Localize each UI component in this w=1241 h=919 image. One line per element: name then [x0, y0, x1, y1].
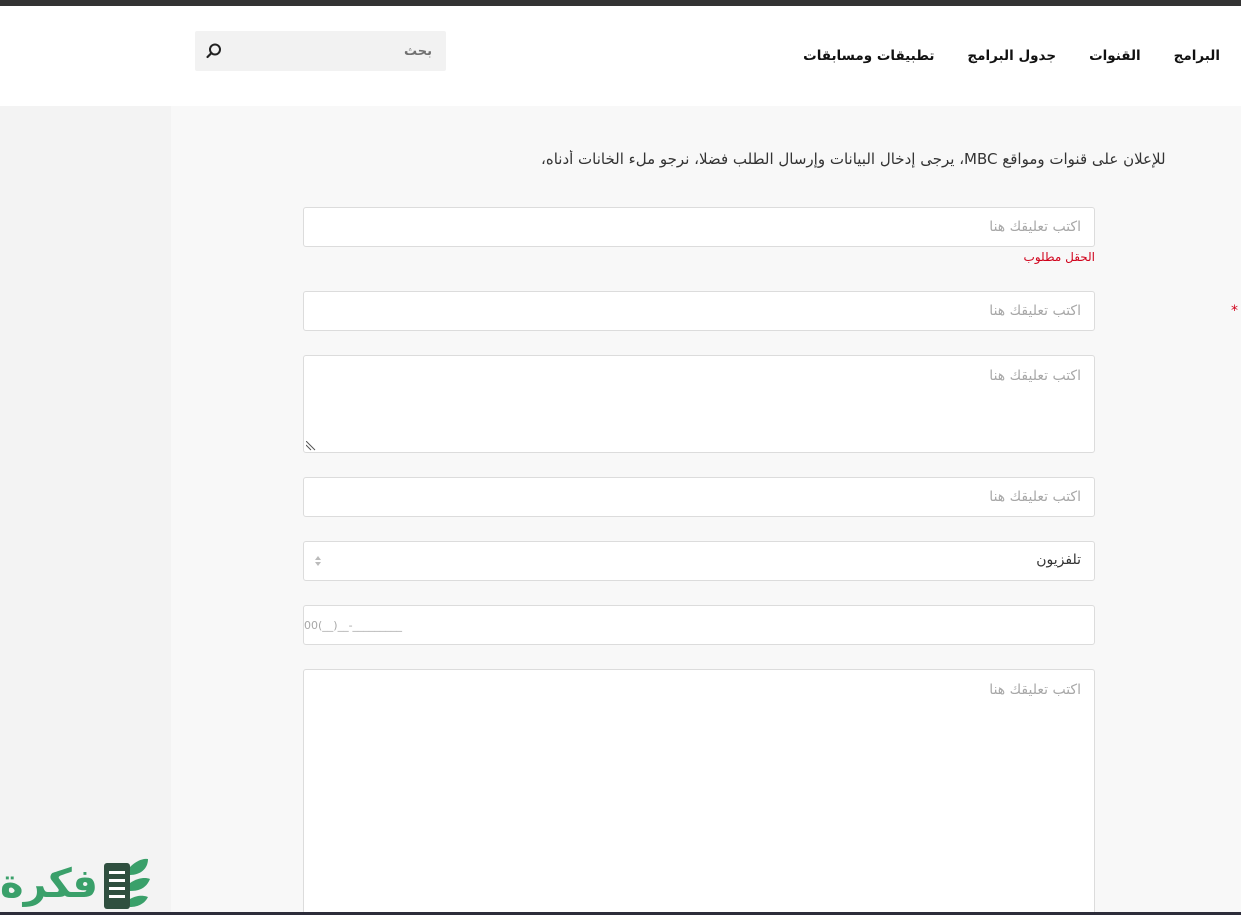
book-leaf-icon [100, 853, 152, 915]
select-arrows-icon [314, 554, 322, 568]
form-field-5 [303, 669, 1095, 915]
nav-item-schedule[interactable]: جدول البرامج [967, 48, 1057, 64]
phone-input[interactable] [304, 606, 1094, 644]
comment-input-2[interactable] [304, 292, 1094, 330]
resize-grip-icon[interactable] [306, 441, 316, 451]
comment-textarea-1[interactable] [304, 356, 1094, 452]
form-field-3 [303, 355, 1095, 453]
required-marker: * [1231, 303, 1238, 319]
nav-item-programs[interactable]: البرامج [1173, 48, 1220, 64]
intro-text: للإعلان على قنوات ومواقع MBC، يرجى إدخال البيانات وإرسال الطلب فضلا، نرجو ملء الخانات أدناه، [541, 150, 1166, 168]
form-field-2 [303, 291, 1095, 331]
search-icon[interactable] [205, 42, 223, 60]
logo-text: فكرة [0, 861, 98, 907]
media-type-select[interactable] [303, 541, 1095, 581]
form-field-phone [303, 605, 1095, 645]
comment-input-3[interactable] [304, 478, 1094, 516]
comment-textarea-2[interactable] [304, 670, 1094, 915]
main-nav [803, 48, 1220, 64]
search-input[interactable] [235, 31, 440, 71]
form-field-4 [303, 477, 1095, 517]
select-value: تلفزيون [1036, 552, 1081, 568]
nav-item-channels[interactable]: القنوات [1089, 48, 1141, 64]
nav-item-apps-contests[interactable]: تطبيقات ومسابقات [803, 48, 935, 64]
comment-input-1[interactable] [304, 208, 1094, 246]
site-logo [0, 853, 152, 915]
search-box [195, 31, 446, 71]
site-header [0, 6, 1241, 106]
form-field-1 [303, 207, 1095, 247]
required-field-error: الحقل مطلوب [1023, 250, 1095, 264]
